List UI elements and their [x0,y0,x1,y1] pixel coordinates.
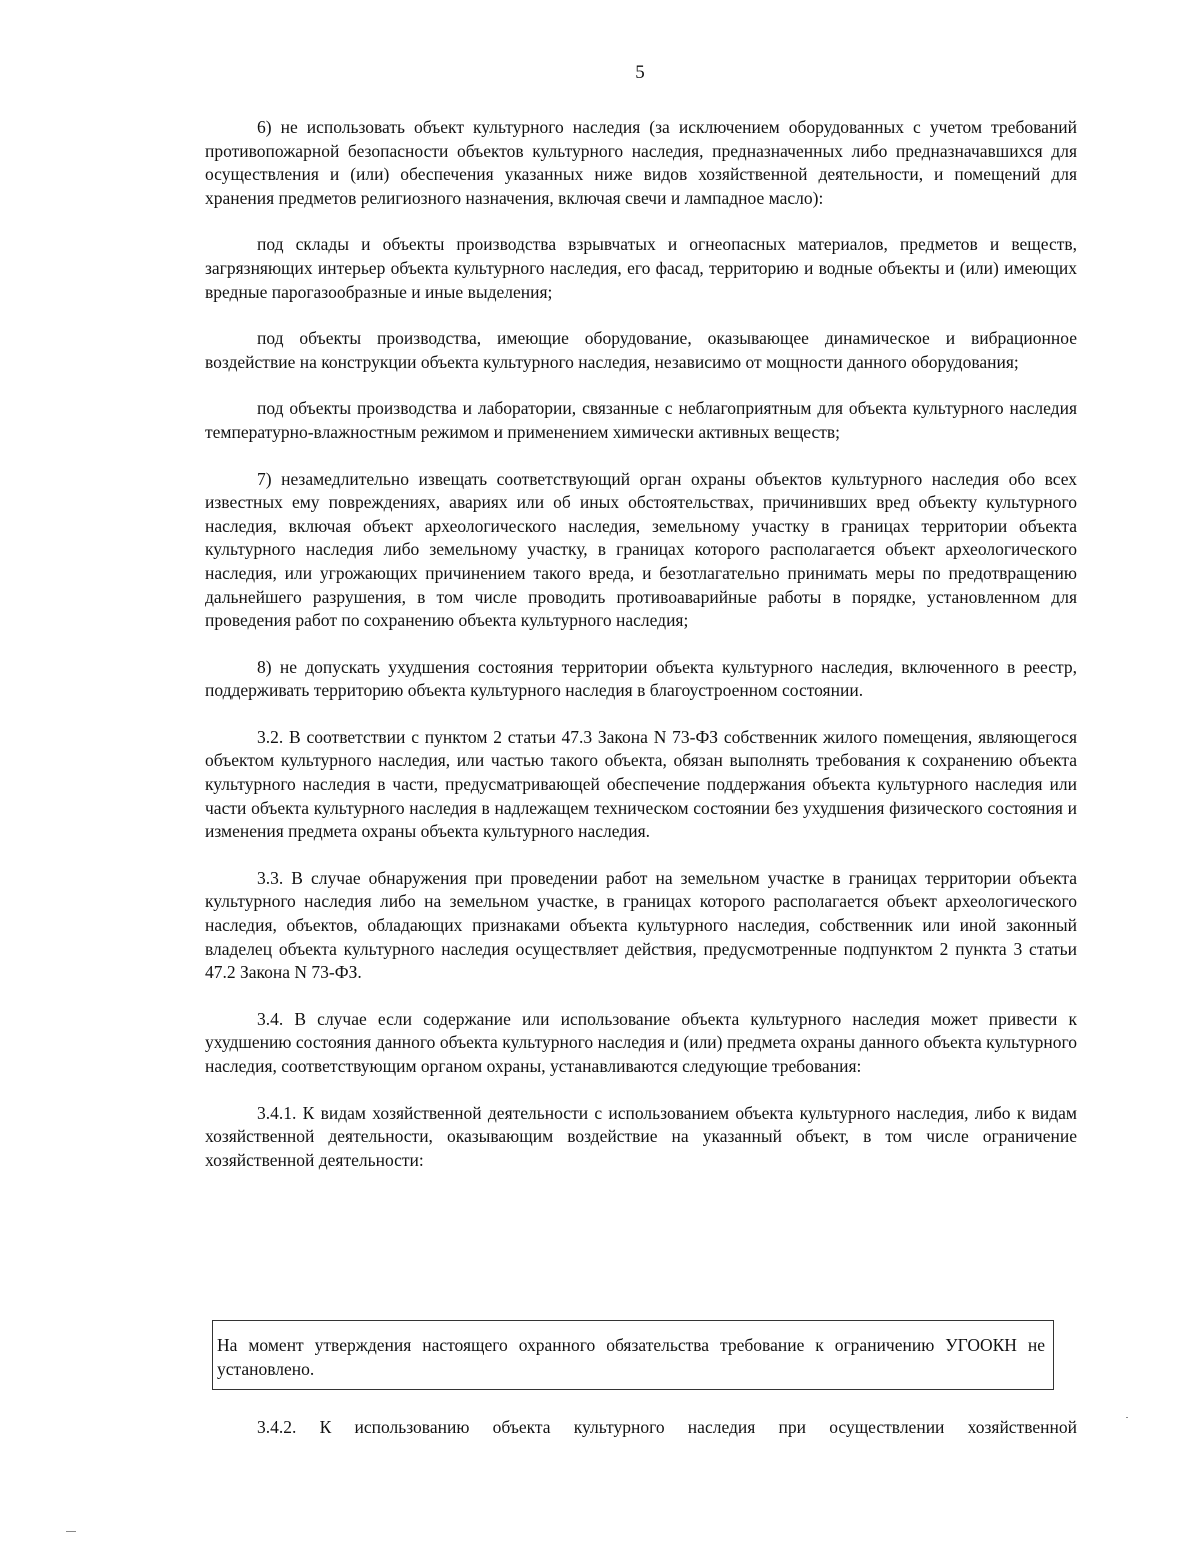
scan-mark-right [1126,1417,1128,1418]
paragraph-item-8: 8) не допускать ухудшения состояния территории объекта культурного наследия, включенного в реестр, поддерживать территорию объекта культурного наследия в благоустроенном состоянии. [205,656,1077,701]
boxed-note-text: На момент утверждения настоящего охранного обязательства требование к ограничению УГООКН не установлено. [217,1335,1045,1379]
paragraph-3-4-2: 3.4.2. К использованию объекта культурного наследия при осуществлении хозяйственной [257,1417,1077,1437]
page-number: 5 [635,62,645,83]
paragraph-laboratories: под объекты производства и лаборатории, связанные с неблагоприятным для объекта культурного наследия температурно-влажностным режимом и применением химически активных веществ; [205,398,1077,442]
paragraph-3-4-1: 3.4.1. К видам хозяйственной деятельности с использованием объекта культурного наследия, либо к видам хозяйственной деятельности, оказывающим воздействие на указанный объект, в том числе ограничение хозяйственной деятельности: [205,1102,1077,1170]
paragraph-3-2: 3.2. В соответствии с пунктом 2 статьи 47.3 Закона N 73-ФЗ собственник жилого помещения, являющегося объектом культурного наследия, или частью такого объекта, обязан выполнять требования к сохранению объекта культурного наследия в части, предусматривающей обеспечение поддержания объекта культурного наследия или части объекта культурного наследия в надлежащем техническом состоянии без ухудшения физического состояния и изменения предмета охраны объекта культурного наследия. [205,726,1077,842]
paragraph-warehouses: под склады и объекты производства взрывчатых и огнеопасных материалов, предметов и веществ, загрязняющих интерьер объекта культурного наследия, его фасад, территорию и водные объекты и (или) имеющих вредные парогазообразные и иные выделения; [205,234,1077,302]
paragraph-3-3: 3.3. В случае обнаружения при проведении работ на земельном участке в границах территории объекта культурного наследия либо на земельном участке, в границах которого располагается объект археологического наследия, объектов, обладающих признаками объекта культурного наследия, собственник или иной законный владелец объекта культурного наследия осуществляет действия, предусмотренные подпунктом 2 пункта 3 статьи 47.2 Закона N 73-ФЗ. [205,867,1077,983]
document-body [205,116,1077,1195]
paragraph-item-6: 6) не использовать объект культурного наследия (за исключением оборудованных с учетом требований противопожарной безопасности объектов культурного наследия, предназначенных либо предназначавшихся для осуществления и (или) обеспечения указанных ниже видов хозяйственной деятельности, и помещений для хранения предметов религиозного назначения, включая свечи и лампадное масло): [205,117,1077,208]
paragraph-vibration: под объекты производства, имеющие оборудование, оказывающее динамическое и вибрационное воздействие на конструкции объекта культурного наследия, независимо от мощности данного оборудования; [205,328,1077,372]
boxed-note [212,1320,1054,1390]
paragraph-3-4: 3.4. В случае если содержание или использование объекта культурного наследия может привести к ухудшению состояния данного объекта культурного наследия и (или) предмета охраны данного объекта культурного наследия, соответствующим органом охраны, устанавливаются следующие требования: [205,1008,1077,1076]
paragraph-item-7: 7) незамедлительно извещать соответствующий орган охраны объектов культурного наследия обо всех известных ему повреждениях, авариях или об иных обстоятельствах, причинивших вред объекту культурного наследия, включая объект археологического наследия, земельному участку в границах территории объекта культурного наследия либо земельному участку, в границах которого располагается объект археологического наследия, или угрожающих причинением такого вреда, и безотлагательно принимать меры по предотвращению дальнейшего разрушения, в том числе проводить противоаварийные работы в порядке, установленном для проведения работ по сохранению объекта культурного наследия; [205,468,1077,631]
scan-mark-bottom-left [66,1531,76,1532]
